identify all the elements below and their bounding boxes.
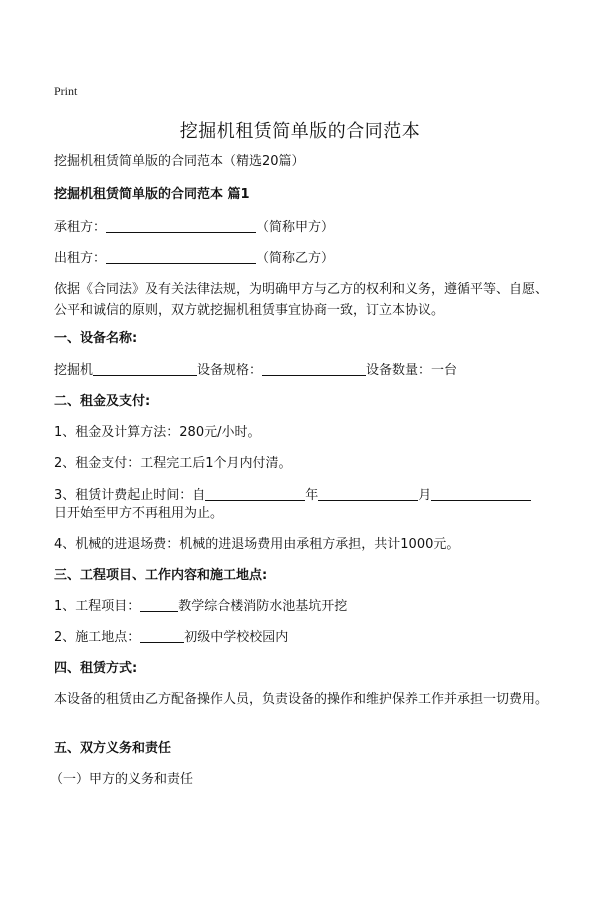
equipment-line	[54, 361, 457, 380]
lessee-line	[54, 218, 334, 237]
rent-item-3-prefix: 3、租赁计费起止时间：自	[54, 488, 206, 503]
preamble-paragraph: 依据《合同法》及有关法律法规，为明确甲方与乙方的权利和义务，遵循平等、自愿、公平和诚信的原则，双方就挖掘机租赁事宜协商一致，订立本协议。	[54, 282, 549, 318]
month-label: 月	[418, 488, 432, 503]
year-label: 年	[305, 488, 319, 503]
project-blank	[140, 597, 178, 612]
project-prefix: 1、工程项目：	[54, 599, 141, 614]
rent-item-3-continued: 日开始至甲方不再租用为止。	[54, 506, 224, 521]
lessor-label: 出租方：	[54, 251, 107, 266]
rent-item-4: 4、机械的进退场费：机械的进退场费用由承租方承担，共计1000元。	[54, 537, 460, 552]
spec-label: 设备规格：	[197, 363, 263, 378]
section5-heading: 五、双方义务和责任	[54, 741, 172, 756]
document-title: 挖掘机租赁简单版的合同范本	[179, 121, 421, 142]
rent-item-1: 1、租金及计算方法：280元/小时。	[54, 425, 261, 440]
site-blank	[140, 628, 184, 643]
project-value: 教学综合楼消防水池基坑开挖	[178, 599, 348, 614]
site-prefix: 2、施工地点：	[54, 630, 141, 645]
start-day-blank	[431, 486, 531, 501]
section3-heading: 三、工程项目、工作内容和施工地点:	[54, 568, 268, 583]
document-subtitle: 挖掘机租赁简单版的合同范本（精选20篇）	[54, 154, 305, 169]
lessor-line	[54, 249, 334, 268]
lessor-blank	[106, 249, 256, 264]
start-year-blank	[205, 486, 305, 501]
lessee-suffix: （简称甲方）	[256, 220, 335, 235]
lessor-suffix: （简称乙方）	[256, 251, 335, 266]
section1-heading: 一、设备名称:	[54, 331, 138, 346]
rent-item-3	[54, 486, 531, 505]
section2-heading: 二、租金及支付:	[54, 394, 151, 409]
equipment-blank	[93, 361, 197, 376]
contract-section-heading: 挖掘机租赁简单版的合同范本 篇1	[54, 187, 250, 202]
spec-blank	[262, 361, 366, 376]
start-month-blank	[318, 486, 418, 501]
print-label[interactable]: Print	[54, 84, 78, 98]
rent-item-2: 2、租金支付：工程完工后1个月内付清。	[54, 456, 292, 471]
site-line	[54, 628, 288, 647]
party-a-duties-heading: （一）甲方的义务和责任	[50, 772, 194, 787]
equipment-label: 挖掘机	[54, 363, 94, 378]
lease-method-paragraph: 本设备的租赁由乙方配备操作人员，负责设备的操作和维护保养工作并承担一切费用。	[54, 692, 549, 707]
project-line	[54, 597, 347, 616]
site-value: 初级中学校校园内	[184, 630, 289, 645]
qty-label: 设备数量：一台	[366, 363, 458, 378]
section4-heading: 四、租赁方式:	[54, 661, 138, 676]
lessee-blank	[106, 218, 256, 233]
lessee-label: 承租方：	[54, 220, 107, 235]
